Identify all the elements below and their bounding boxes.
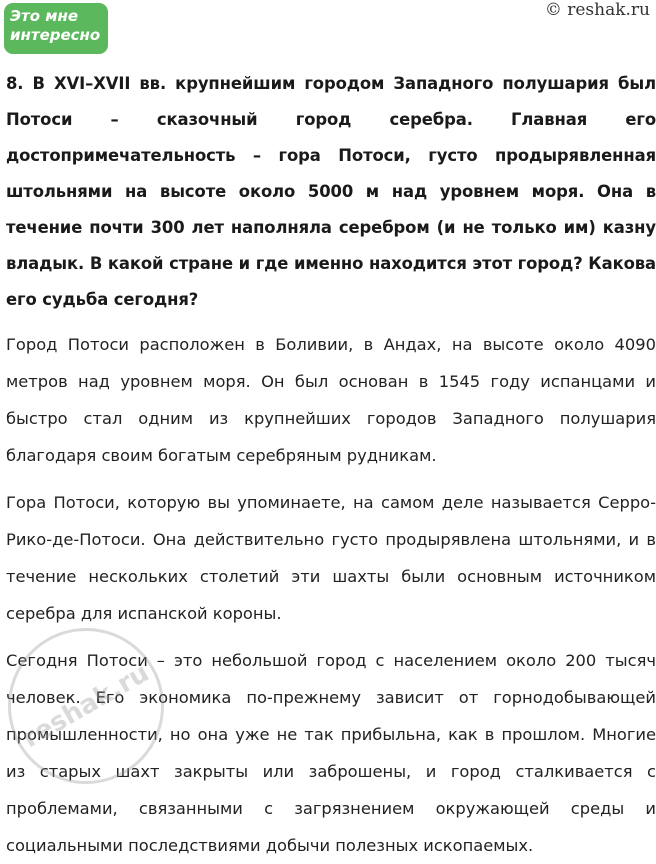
interest-badge	[4, 3, 108, 54]
answer-paragraph-2: Гора Потоси, которую вы упоминаете, на самом деле называется Серро-Рико-де-Потоси. Она действительно густо продырявлена штольнями, и в течение нескольких столетий эти шахты были основным источником серебра для испанской короны.	[6, 493, 656, 623]
badge-line-2: интересно	[10, 26, 101, 44]
answer-paragraph-3: Сегодня Потоси – это небольшой город с населением около 200 тысяч человек. Его экономика по-прежнему зависит от горнодобывающей промышленности, но она уже не так прибыльна, как в прошлом. Многие из старых шахт закрыты или заброшены, и город сталкивается с проблемами, связанными с загрязнением окружающей среды и социальными последствиями добычи полезных ископаемых.	[6, 651, 656, 855]
answer-block	[6, 326, 656, 864]
watermark-stamp: reshak.ru	[0, 599, 193, 812]
task-content	[6, 66, 656, 864]
copyright-watermark: © reshak.ru	[544, 0, 650, 20]
badge-line-1: Это мне	[10, 7, 79, 25]
question-text: 8. В XVI–XVII вв. крупнейшим городом Западного полушария был Потоси – сказочный город серебра. Главная его достопримечательность – гора Потоси, густо продырявленная штольнями на высоте около 5000 м над уровнем моря. Она в течение почти 300 лет наполняла серебром (и не только им) казну владык. В какой стране и где именно находится этот город? Какова его судьба сегодня?	[6, 74, 656, 309]
answer-paragraph-1: Город Потоси расположен в Боливии, в Андах, на высоте около 4090 метров над уровнем моря. Он был основан в 1545 году испанцами и быстро стал одним из крупнейших городов Западного полушария благодаря своим богатым серебряным рудникам.	[6, 335, 656, 465]
